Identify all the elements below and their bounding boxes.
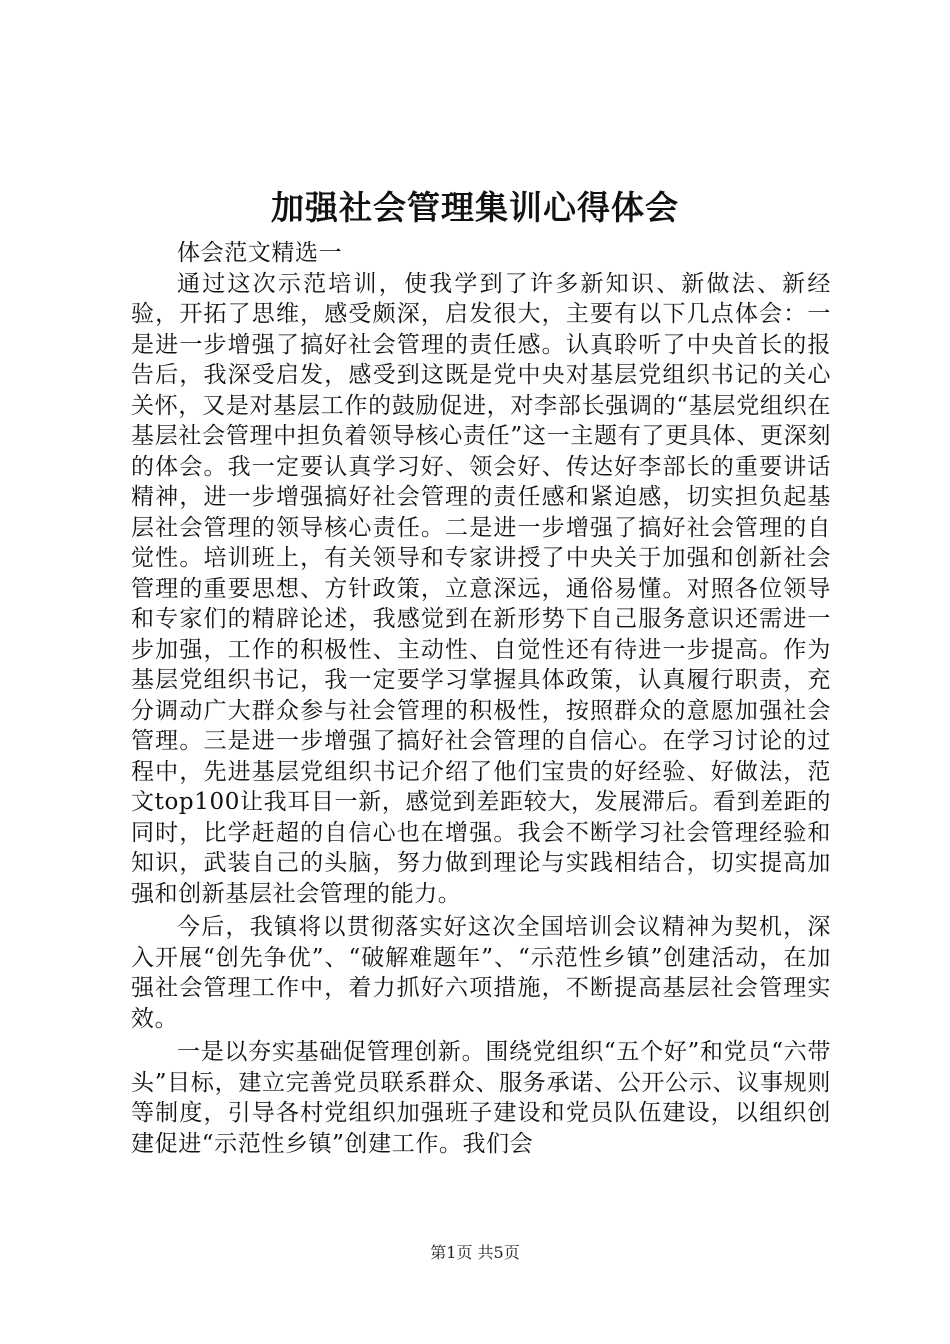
page-number-footer: 第1页 共5页 (430, 1243, 520, 1262)
document-title: 加强社会管理集训心得体会 (271, 188, 679, 227)
paragraph-2: 今后，我镇将以贯彻落实好这次全国培训会议精神为契机，深入开展“创先争优”、“破解难题年”、“示范性乡镇”创建活动，在加强社会管理工作中，着力抓好六项措施，不断提高基层社会管理实效。 (131, 914, 831, 1032)
paragraph-3: 一是以夯实基础促管理创新。围绕党组织“五个好”和党员“六带头”目标，建立完善党员联系群众、服务承诺、公开公示、议事规则等制度，引导各村党组织加强班子建设和党员队伍建设，以组织创建促进“示范性乡镇”创建工作。我们会 (131, 1039, 831, 1157)
paragraph-1: 通过这次示范培训，使我学到了许多新知识、新做法、新经验，开拓了思维，感受颇深，启发很大，主要有以下几点体会：一是进一步增强了搞好社会管理的责任感。认真聆听了中央首长的报告后，我深受启发，感受到这既是党中央对基层党组织书记的关心关怀，又是对基层工作的鼓励促进，对李部长强调的“基层党组织在基层社会管理中担负着领导核心责任”这一主题有了更具体、更深刻的体会。我一定要认真学习好、领会好、传达好李部长的重要讲话精神，进一步增强搞好社会管理的责任感和紧迫感，切实担负起基层社会管理的领导核心责任。二是进一步增强了搞好社会管理的自觉性。培训班上，有关领导和专家讲授了中央关于加强和创新社会管理的重要思想、方针政策，立意深远，通俗易懂。对照各位领导和专家们的精辟论述，我感觉到在新形势下自己服务意识还需进一步加强，工作的积极性、主动性、自觉性还有待进一步提高。作为基层党组织书记，我一定要学习掌握具体政策，认真履行职责，充分调动广大群众参与社会管理的积极性，按照群众的意愿加强社会管理。三是进一步增强了搞好社会管理的自信心。在学习讨论的过程中，先进基层党组织书记介绍了他们宝贵的好经验、好做法，范文top100让我耳目一新，感觉到差距较大，发展滞后。看到差距的同时，比学赶超的自信心也在增强。我会不断学习社会管理经验和知识，武装自己的头脑，努力做到理论与实践相结合，切实提高加强和创新基层社会管理的能力。 (131, 270, 831, 907)
document-body (131, 238, 831, 1159)
section-heading: 体会范文精选一 (177, 240, 343, 266)
